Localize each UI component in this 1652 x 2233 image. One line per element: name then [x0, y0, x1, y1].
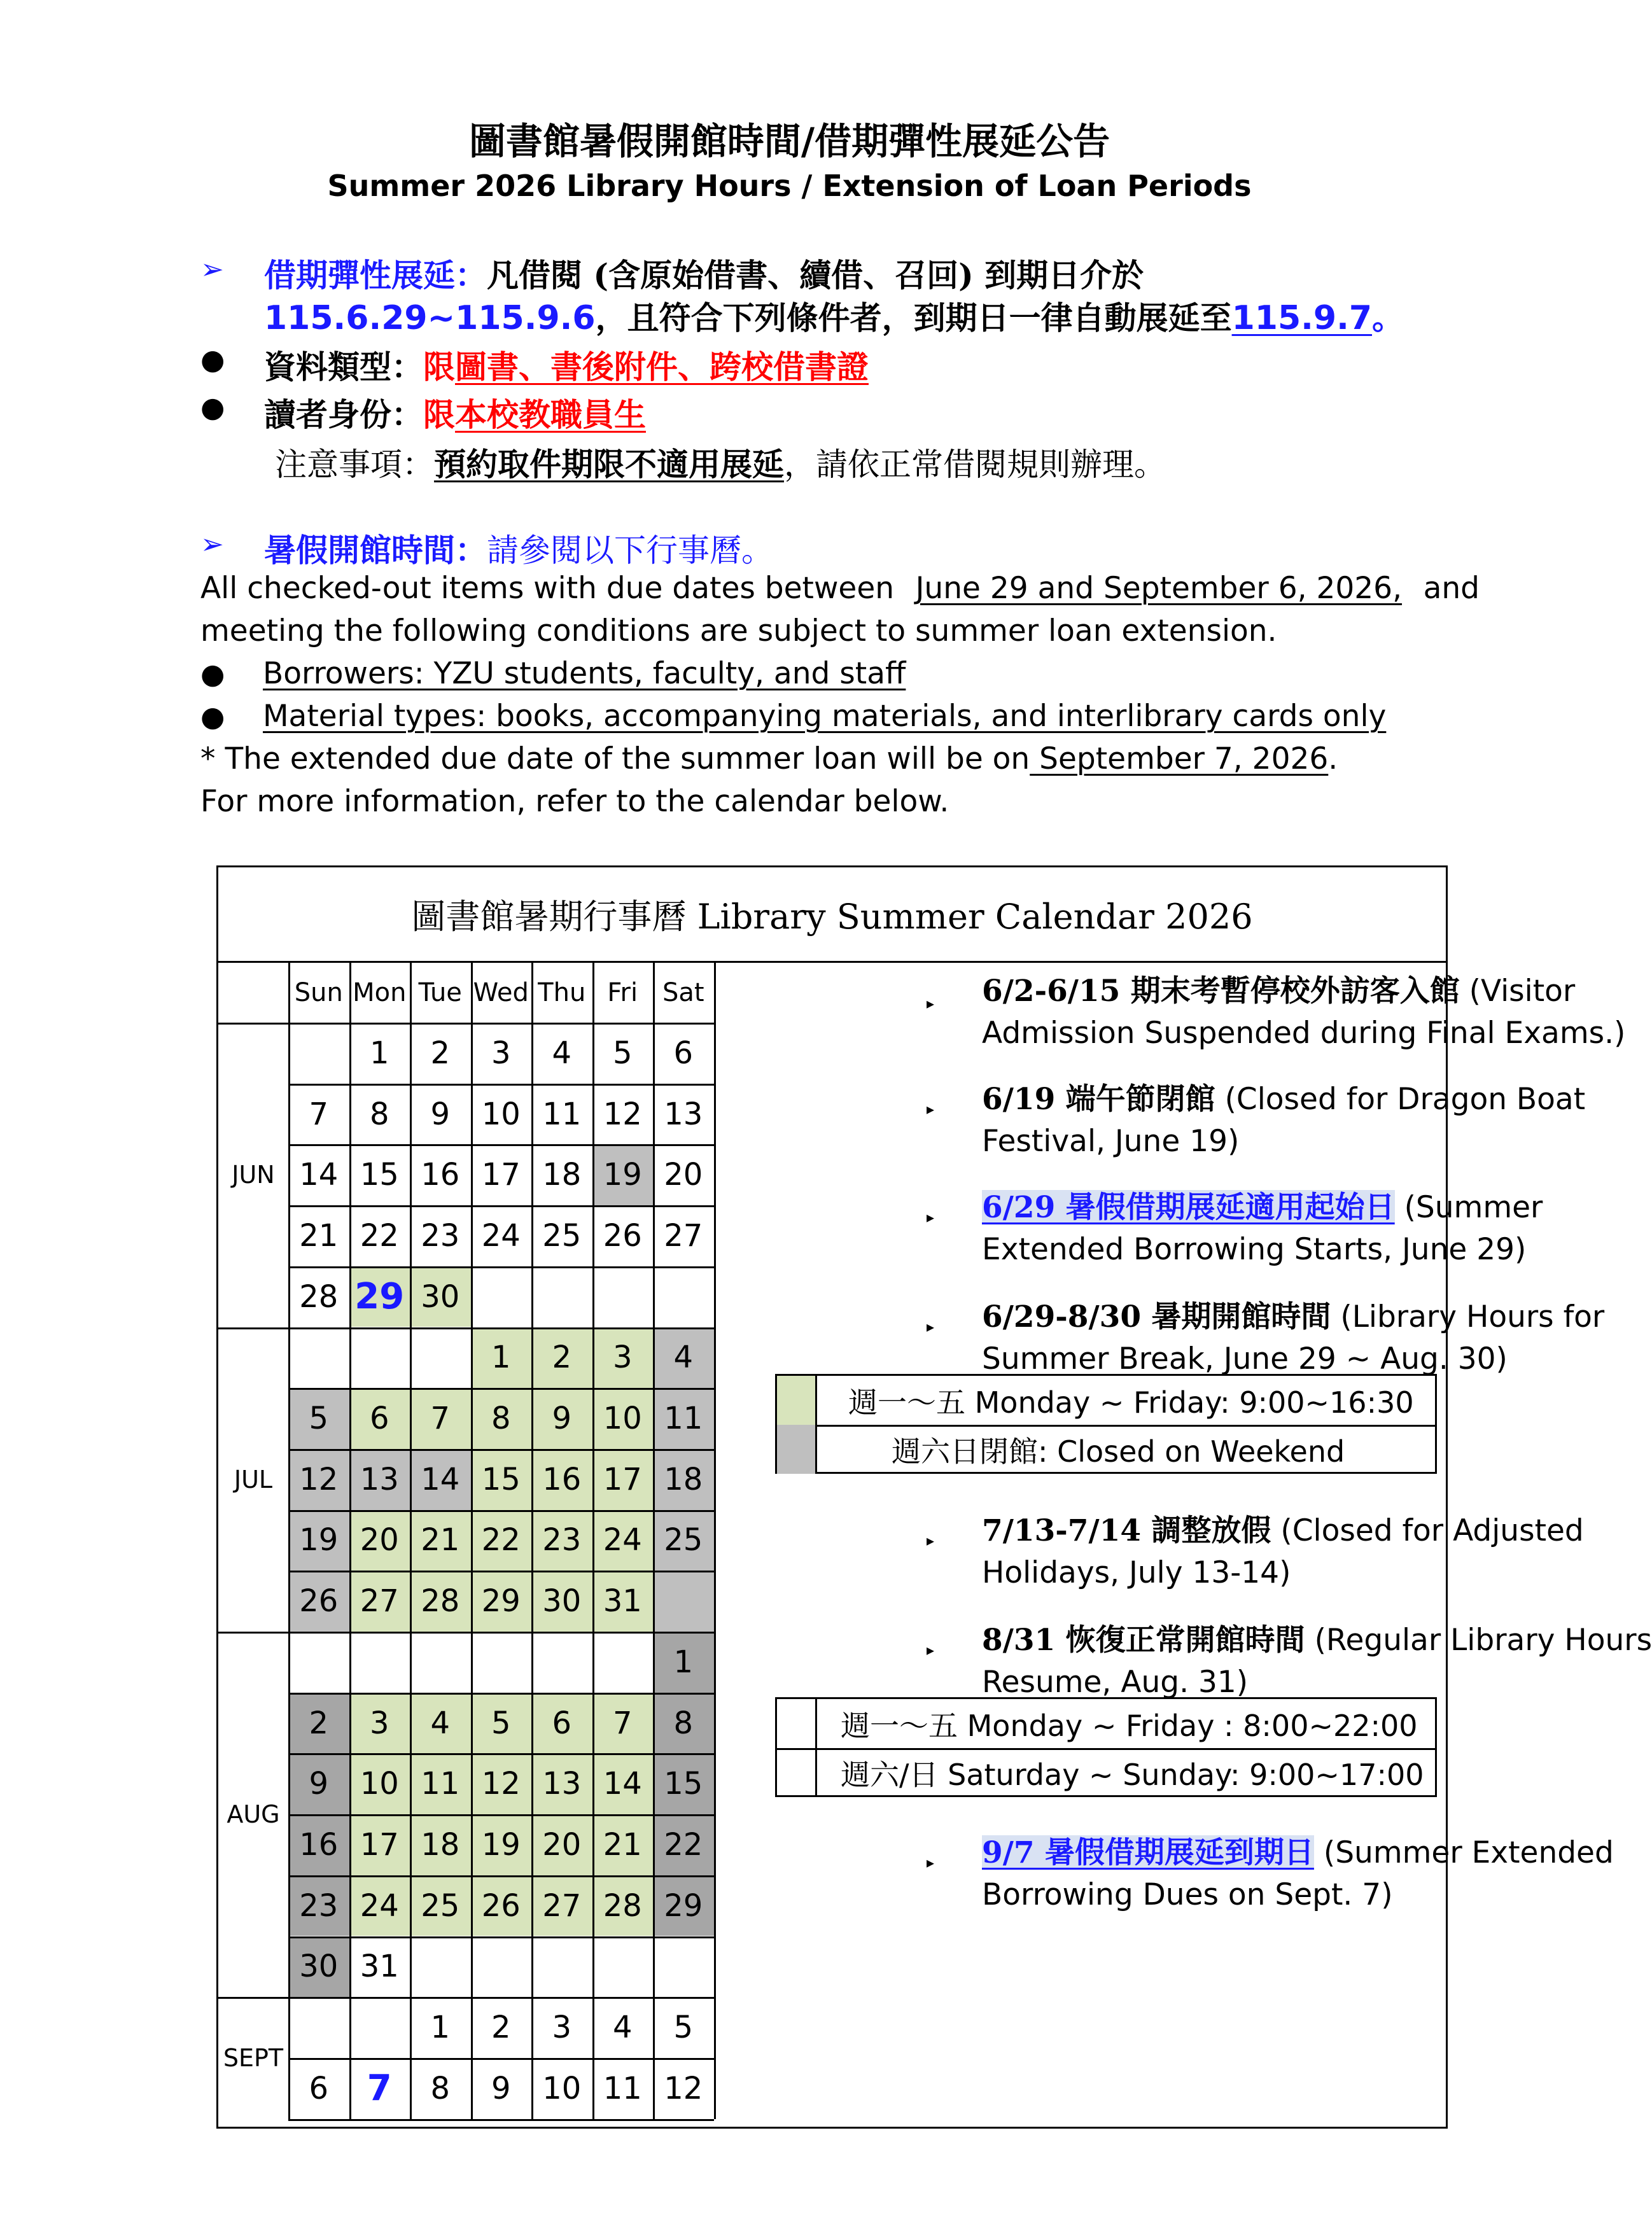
calendar-day-cell: 15: [360, 1157, 399, 1193]
calendar-day-cell: 1: [653, 1632, 714, 1693]
calendar-day-cell: 28: [299, 1278, 339, 1315]
calendar-day-cell: 7: [410, 1388, 471, 1449]
calendar-day-cell: 31: [592, 1571, 654, 1632]
calendar-day-cell: 3: [349, 1693, 410, 1754]
page-title: 圖書館暑假開館時間/借期彈性展延公告: [468, 120, 1110, 163]
calendar-day-cell: 13: [531, 1753, 592, 1814]
grid-line: [288, 1814, 714, 1816]
calendar-day-cell: 4: [410, 1693, 471, 1754]
calendar-day-cell: 28: [592, 1875, 654, 1936]
grid-line: [288, 1510, 714, 1512]
grid-line: [288, 1327, 714, 1329]
arrow-bullet-icon: ➢: [200, 528, 224, 561]
extension-line-2: [264, 293, 1404, 339]
calendar-day-cell: [531, 1632, 592, 1693]
calendar-day-cell: 8: [369, 1096, 389, 1132]
calendar-day-cell: [410, 1327, 471, 1389]
closed-swatch: [777, 1425, 817, 1474]
day-header-mon: Mon: [353, 978, 407, 1007]
english-bullet-borrowers: Borrowers: YZU students, faculty, and staff: [263, 656, 906, 691]
calendar-day-cell: 20: [349, 1510, 410, 1571]
calendar-day-cell: 4: [653, 1327, 714, 1389]
calendar-day-cell: 30: [531, 1571, 592, 1632]
calendar-day-cell: 26: [471, 1875, 532, 1936]
grid-line: [288, 1266, 714, 1268]
grid-line: [288, 1571, 714, 1572]
english-date-range: June 29 and September 6, 2026,: [915, 571, 1403, 606]
grid-line: [471, 963, 473, 2119]
note-label: 注意事項：: [275, 446, 434, 483]
calendar-day-cell: 13: [664, 1096, 703, 1132]
calendar-day-cell: 25: [410, 1875, 471, 1936]
english-line-1a: All checked-out items with due dates between: [200, 571, 895, 606]
calendar-day-cell: 9: [531, 1388, 592, 1449]
reader-value: 本校教職員生: [455, 396, 646, 433]
grid-line: [288, 2119, 714, 2121]
calendar-day-cell: 8: [471, 1388, 532, 1449]
grid-line: [288, 963, 290, 2119]
event-tick-icon: ▸: [927, 995, 935, 1012]
calendar-day-cell: 30: [288, 1936, 349, 1998]
day-header-thu: Thu: [538, 978, 586, 1007]
day-header-fri: Fri: [607, 978, 638, 1007]
grid-line: [288, 1632, 714, 1634]
calendar-day-cell: 5: [288, 1388, 349, 1449]
calendar-day-cell: 11: [653, 1388, 714, 1449]
calendar-day-cell: 14: [299, 1157, 339, 1193]
calendar-day-cell: 21: [410, 1510, 471, 1571]
calendar-day-cell: [531, 1936, 592, 1998]
english-extended-date: September 7, 2026: [1030, 741, 1329, 776]
calendar-day-cell: [410, 1632, 471, 1693]
calendar-day-cell: 18: [653, 1449, 714, 1510]
calendar-day-cell: 21: [592, 1814, 654, 1875]
calendar-day-cell: 26: [288, 1571, 349, 1632]
event-tick-icon: ▸: [927, 1318, 935, 1336]
event-extension-due: 9/7 暑假借期展延到期日 (Summer Extended Borrowing Dues on Sept. 7): [982, 1835, 1614, 1912]
reader-line: [264, 389, 646, 435]
english-line-1: [200, 571, 1480, 606]
grid-line: [288, 1997, 714, 1999]
bullet-icon: ●: [200, 701, 225, 733]
calendar-day-cell: [349, 1997, 410, 2058]
calendar-day-cell: 10: [349, 1753, 410, 1814]
extension-end: 。: [1372, 299, 1404, 337]
calendar-day-cell: 29: [653, 1875, 714, 1936]
calendar-day-cell: 23: [421, 1217, 460, 1254]
calendar-day-cell: 2: [531, 1327, 592, 1389]
arrow-bullet-icon: ➢: [200, 253, 224, 286]
day-header-tue: Tue: [418, 978, 462, 1007]
calendar-day-cell: 25: [653, 1510, 714, 1571]
calendar-day-cell: [592, 1936, 654, 1998]
grid-line: [288, 1753, 714, 1755]
calendar-day-cell: 10: [592, 1388, 654, 1449]
extension-date: 115.9.7: [1231, 299, 1373, 337]
calendar-day-cell: 9: [491, 2070, 511, 2106]
month-label-sept: SEPT: [223, 2043, 284, 2072]
calendar-day-cell: 19: [471, 1814, 532, 1875]
reader-label: 讀者身份：: [264, 396, 423, 433]
open-swatch: [777, 1376, 817, 1425]
calendar-day-cell: 3: [552, 2010, 572, 2046]
note-rest: ，請依正常借閱規則辦理。: [784, 446, 1166, 483]
calendar-day-cell: 25: [542, 1217, 582, 1254]
event-tick-icon: ▸: [927, 1532, 935, 1550]
calendar-day-cell: 1: [471, 1327, 532, 1389]
calendar-day-cell: 5: [471, 1693, 532, 1754]
calendar-day-cell: 17: [481, 1157, 521, 1193]
summer-hours-table: [775, 1374, 1437, 1474]
calendar-day-cell: [349, 1327, 410, 1389]
day-header-wed: Wed: [473, 978, 529, 1007]
grid-line: [288, 1205, 714, 1207]
calendar-day-cell: 8: [653, 1693, 714, 1754]
event-adjusted-holidays: 7/13-7/14 調整放假 (Closed for Adjusted Holidays, July 13-14): [982, 1513, 1584, 1590]
calendar-day-cell: 1: [430, 2010, 451, 2046]
grid-line: [288, 1084, 714, 1086]
regular-weekend-row: 週六/日 Saturday ~ Sunday: 9:00~17:00: [777, 1748, 1435, 1797]
extension-text-2: ，且符合下列條件者，到期日一律自動展延至: [595, 299, 1232, 337]
grid-line: [714, 963, 716, 2119]
grid-line: [531, 963, 533, 2119]
calendar-day-cell: 12: [471, 1753, 532, 1814]
calendar-day-cell: 15: [471, 1449, 532, 1510]
grid-line: [288, 1936, 714, 1938]
calendar-day-cell: 10: [481, 1096, 521, 1132]
calendar-day-cell: 24: [592, 1510, 654, 1571]
calendar-day-cell: 4: [612, 2010, 633, 2046]
calendar-day-cell: [653, 1936, 714, 1998]
extension-label: 借期彈性展延：: [264, 256, 487, 294]
note-line: [275, 439, 1166, 485]
calendar-day-cell: 26: [603, 1217, 642, 1254]
material-prefix: 限: [423, 348, 455, 386]
extension-text-1: 凡借閱 (含原始借書、續借、召回) 到期日介於: [487, 256, 1144, 294]
bullet-icon: ●: [200, 344, 225, 376]
calendar-day-cell: 16: [421, 1157, 460, 1193]
calendar-day-cell: 23: [531, 1510, 592, 1571]
calendar-day-cell: 11: [542, 1096, 582, 1132]
calendar-day-cell: 31: [360, 1949, 399, 1985]
calendar-day-cell: [592, 1266, 654, 1327]
calendar-day-cell: 11: [603, 2070, 642, 2106]
calendar-day-cell: [471, 1266, 532, 1327]
calendar-day-cell: 12: [288, 1449, 349, 1510]
calendar-day-cell: 6: [673, 1035, 694, 1071]
extension-line-1: [264, 250, 1144, 296]
english-line-3: [200, 741, 1338, 776]
english-line-1c: and: [1423, 571, 1480, 606]
calendar-day-cell: 29: [349, 1266, 410, 1327]
grid-line: [288, 2058, 714, 2060]
calendar-day-cell: 24: [481, 1217, 521, 1254]
calendar-day-cell: 27: [664, 1217, 703, 1254]
calendar-day-cell: [288, 1997, 349, 2058]
calendar-day-cell: [410, 1936, 471, 1998]
english-bullet-materials: Material types: books, accompanying materials, and interlibrary cards only: [263, 699, 1387, 734]
page-subtitle: Summer 2026 Library Hours / Extension of Loan Periods: [327, 169, 1252, 203]
regular-hours-table: [775, 1697, 1437, 1797]
calendar-day-cell: 16: [288, 1814, 349, 1875]
calendar-day-cell: 15: [653, 1753, 714, 1814]
calendar-day-cell: 29: [471, 1571, 532, 1632]
calendar-day-cell: 6: [349, 1388, 410, 1449]
grid-line: [288, 1693, 714, 1695]
calendar-day-cell: 20: [664, 1157, 703, 1193]
calendar-day-cell: 5: [673, 2010, 694, 2046]
event-regular-hours: 8/31 恢復正常開館時間 (Regular Library Hours Resume, Aug. 31): [982, 1623, 1652, 1700]
calendar-day-cell: 1: [369, 1035, 389, 1071]
calendar-day-cell: 12: [664, 2070, 703, 2106]
summer-calendar: [216, 865, 1652, 2129]
calendar-day-cell: 13: [349, 1449, 410, 1510]
calendar-day-cell: 3: [592, 1327, 654, 1389]
material-value: 圖書、書後附件、跨校借書證: [455, 348, 869, 386]
calendar-day-cell: 2: [288, 1693, 349, 1754]
event-tick-icon: ▸: [927, 1641, 935, 1659]
calendar-day-cell: [288, 1632, 349, 1693]
grid-line: [218, 1327, 288, 1329]
calendar-day-cell: 21: [299, 1217, 339, 1254]
month-label-aug: AUG: [227, 1800, 280, 1829]
calendar-day-cell: [288, 1023, 349, 1084]
event-tick-icon: ▸: [927, 1208, 935, 1226]
calendar-day-cell: 20: [531, 1814, 592, 1875]
grid-line: [288, 1023, 714, 1025]
grid-line: [288, 1144, 714, 1146]
calendar-day-cell: 22: [653, 1814, 714, 1875]
calendar-day-cell: 22: [471, 1510, 532, 1571]
calendar-day-cell: [349, 1632, 410, 1693]
calendar-day-cell: 18: [410, 1814, 471, 1875]
calendar-day-cell: 27: [349, 1571, 410, 1632]
grid-line: [218, 1632, 288, 1634]
calendar-day-cell: 5: [612, 1035, 633, 1071]
calendar-day-cell: 22: [360, 1217, 399, 1254]
grid-line: [288, 1388, 714, 1390]
calendar-day-cell: 17: [349, 1814, 410, 1875]
calendar-day-cell: 11: [410, 1753, 471, 1814]
calendar-day-cell: 9: [430, 1096, 451, 1132]
grid-line: [410, 963, 412, 2119]
event-tick-icon: ▸: [927, 1854, 935, 1872]
calendar-day-cell: 7: [592, 1693, 654, 1754]
english-line-4: For more information, refer to the calendar below.: [200, 784, 949, 819]
calendar-day-cell: 8: [430, 2070, 451, 2106]
calendar-day-cell: [531, 1266, 592, 1327]
blank-swatch: [777, 1748, 817, 1797]
calendar-day-cell: [653, 1266, 714, 1327]
day-header-sun: Sun: [294, 978, 343, 1007]
calendar-day-cell: 23: [288, 1875, 349, 1936]
reader-prefix: 限: [423, 396, 455, 433]
calendar-day-cell: 7: [309, 1096, 329, 1132]
calendar-day-cell: [653, 1571, 714, 1632]
calendar-day-cell: 2: [491, 2010, 511, 2046]
calendar-day-cell: 14: [592, 1753, 654, 1814]
summer-weekday-row: 週一～五 Monday ~ Friday: 9:00~16:30: [777, 1376, 1435, 1427]
grid-line: [288, 1449, 714, 1451]
calendar-day-cell: 19: [288, 1510, 349, 1571]
regular-weekday-row: 週一～五 Monday ~ Friday : 8:00~22:00: [777, 1699, 1435, 1750]
hours-text: 請參閱以下行事曆。: [487, 532, 773, 569]
note-bold: 預約取件期限不適用展延: [434, 445, 784, 483]
calendar-day-cell: 6: [531, 1693, 592, 1754]
event-summer-hours: 6/29-8/30 暑期開館時間 (Library Hours for Summer Break, June 29 ~ Aug. 30): [982, 1299, 1605, 1376]
english-line-3a: * The extended due date of the summer loan will be on: [200, 741, 1030, 776]
month-label-jun: JUN: [232, 1161, 275, 1189]
calendar-day-cell: 7: [367, 2068, 392, 2110]
calendar-day-cell: 17: [592, 1449, 654, 1510]
hours-label: 暑假開館時間：: [264, 531, 487, 569]
grid-line: [218, 1023, 288, 1025]
calendar-day-cell: 24: [349, 1875, 410, 1936]
calendar-day-cell: 3: [491, 1035, 511, 1071]
hours-line: [264, 525, 773, 571]
grid-line: [592, 963, 594, 2119]
grid-line: [349, 963, 351, 2119]
grid-line: [288, 1875, 714, 1877]
grid-line: [653, 963, 655, 2119]
calendar-day-cell: 18: [542, 1157, 582, 1193]
calendar-day-cell: [471, 1936, 532, 1998]
grid-line: [218, 1997, 288, 1999]
summer-weekend-row: 週六日閉館: Closed on Weekend: [777, 1425, 1435, 1474]
calendar-day-cell: 6: [309, 2070, 329, 2106]
calendar-day-cell: 12: [603, 1096, 642, 1132]
calendar-day-cell: 9: [288, 1753, 349, 1814]
event-dragon-boat: 6/19 端午節閉館 (Closed for Dragon Boat Festival, June 19): [982, 1082, 1586, 1159]
day-header-sat: Sat: [662, 978, 704, 1007]
event-extension-start: 6/29 暑假借期展延適用起始日 (Summer Extended Borrowing Starts, June 29): [982, 1190, 1543, 1267]
event-final-exams: 6/2-6/15 期末考暫停校外訪客入館 (Visitor Admission Suspended during Final Exams.): [982, 974, 1626, 1051]
calendar-day-cell: 30: [410, 1266, 471, 1327]
event-tick-icon: ▸: [927, 1100, 935, 1118]
bullet-icon: ●: [200, 391, 225, 424]
calendar-day-cell: 14: [410, 1449, 471, 1510]
calendar-day-cell: 16: [531, 1449, 592, 1510]
material-line: [264, 342, 869, 388]
extension-range: 115.6.29~115.9.6: [264, 299, 596, 337]
calendar-day-cell: 28: [410, 1571, 471, 1632]
calendar-day-cell: 2: [430, 1035, 451, 1071]
calendar-title: 圖書館暑期行事曆 Library Summer Calendar 2026: [218, 867, 1446, 963]
calendar-day-cell: 19: [592, 1144, 654, 1205]
calendar-day-cell: [288, 1327, 349, 1389]
bullet-icon: ●: [200, 658, 225, 690]
calendar-day-cell: 27: [531, 1875, 592, 1936]
calendar-day-cell: 10: [542, 2070, 582, 2106]
calendar-day-cell: [471, 1632, 532, 1693]
calendar-day-cell: [592, 1632, 654, 1693]
month-label-jul: JUL: [234, 1465, 273, 1494]
english-line-2: meeting the following conditions are subject to summer loan extension.: [200, 613, 1277, 648]
material-label: 資料類型：: [264, 348, 423, 386]
blank-swatch: [777, 1699, 817, 1748]
calendar-day-cell: 4: [552, 1035, 572, 1071]
english-line-3c: .: [1328, 741, 1338, 776]
